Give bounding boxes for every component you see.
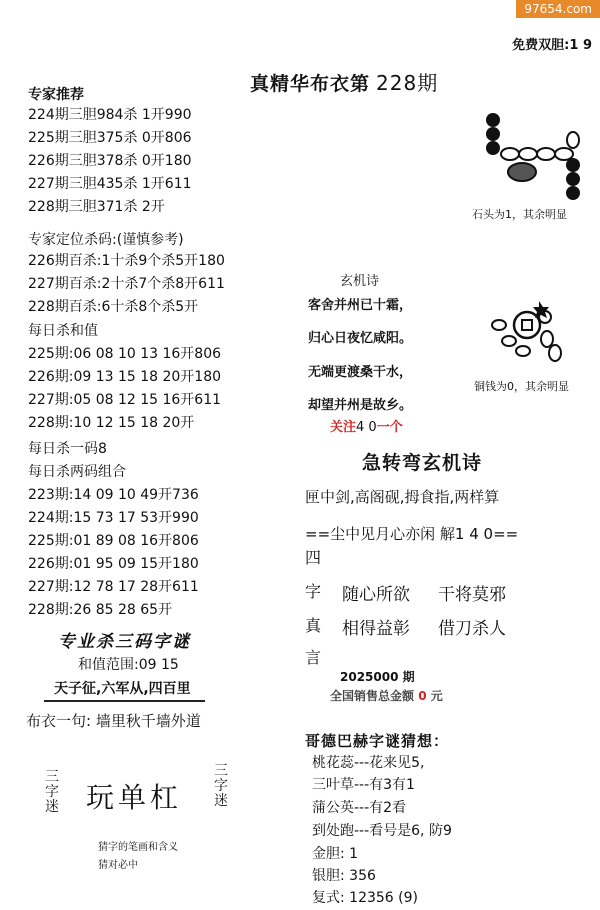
poem-line: 归心日夜忆咸阳。: [308, 331, 413, 346]
sum-kill-list: [28, 343, 221, 435]
sales-issue: 2025000 期: [340, 670, 415, 684]
idiom: 干将莫邪: [438, 585, 506, 605]
page-title: [250, 67, 438, 96]
follow-code: 4 0: [356, 420, 377, 435]
goldbach-line: 桃花蕊---花来见5,: [312, 755, 425, 771]
list-item: 227期:12 78 17 28开611: [28, 579, 199, 595]
list-item: 226期百杀:1十杀9个杀5开180: [28, 253, 225, 269]
list-item: 225期三胆375杀 0开806: [28, 130, 192, 146]
coin-figure: [487, 293, 577, 373]
list-item: 228期:10 12 15 18 20开: [28, 415, 195, 431]
list-item: 228期:26 85 28 65开: [28, 602, 173, 618]
four-char-4: 言: [305, 648, 322, 667]
list-item: 226期:01 95 09 15开180: [28, 556, 199, 572]
ji-line-2: ==尘中见月心亦闲 解1 4 0==: [305, 525, 519, 543]
four-char-3: 真: [305, 616, 322, 635]
position-kill-list: [28, 250, 225, 319]
stone-beads: [486, 113, 580, 200]
coin-hole: [522, 320, 532, 330]
tianzi-line: 天子征,六军从,四百里: [44, 678, 205, 702]
list-item: 228期三胆371杀 2开: [28, 199, 165, 215]
riddle-answer: 玩单杠: [86, 781, 183, 814]
free-pair: 免费双胆:1 9: [512, 38, 592, 53]
position-kill-heading: 专家定位杀码:(谨慎参考): [28, 232, 184, 248]
goldbach-line: 复式: 12356 (9): [312, 890, 418, 906]
sales-amount: 0: [418, 689, 427, 703]
list-item: 224期三胆984杀 1开990: [28, 107, 192, 123]
riddle-hint-1: 猜字的笔画和含义: [98, 842, 178, 853]
ji-title: 急转弯玄机诗: [362, 452, 483, 474]
coin-rings: [492, 311, 561, 361]
follow-prefix: 关注: [330, 420, 357, 435]
list-item: 225期:06 08 10 13 16开806: [28, 346, 222, 362]
stone-caption: 石头为1，其余明显: [472, 208, 567, 221]
list-item: 226期:09 13 15 18 20开180: [28, 369, 222, 385]
stone-rings: [501, 132, 579, 160]
goldbach-line: 三叶草---有3有1: [312, 777, 415, 793]
goldbach-line: 蒲公英---有2看: [312, 800, 407, 816]
title-issue: 228期: [376, 71, 439, 95]
list-item: 224期:15 73 17 53开990: [28, 510, 199, 526]
sales-unit: 元: [430, 689, 443, 703]
goldbach-line: 金胆: 1: [312, 846, 359, 862]
buyi-line: 布衣一句: 墙里秋千墙外道: [26, 712, 201, 730]
sales-label: 全国销售总金额: [330, 689, 415, 703]
poem-line: 却望并州是故乡。: [308, 398, 413, 413]
stone-icon: [508, 163, 536, 181]
ji-line-1: 匣中剑,高阁砚,拇食指,两样算: [305, 488, 500, 506]
two-code-heading: 每日杀两码组合: [28, 464, 126, 480]
one-code: 每日杀一码8: [28, 441, 107, 457]
sum-range: 和值范围:09 15: [78, 657, 179, 673]
left-vertical-label: 三字迷: [45, 769, 59, 815]
stone-figure: [480, 110, 590, 210]
riddle-title: 专业杀三码字谜: [58, 632, 191, 652]
right-vertical-label: 三字迷: [214, 763, 228, 809]
list-item: 227期三胆435杀 1开611: [28, 176, 192, 192]
four-char-2: 字: [305, 582, 322, 601]
sum-kill-heading: 每日杀和值: [28, 323, 98, 339]
expert-list: [28, 104, 192, 219]
list-item: 227期百杀:2十杀7个杀8开611: [28, 276, 225, 292]
list-item: 225期:01 89 08 16开806: [28, 533, 199, 549]
idiom: 相得益彰: [342, 619, 410, 639]
list-item: 228期百杀:6十杀8个杀5开: [28, 299, 199, 315]
sales-line: [330, 687, 443, 704]
goldbach-title: 哥德巴赫字谜猜想：: [305, 732, 450, 750]
list-item: 227期:05 08 12 15 16开611: [28, 392, 222, 408]
list-item: 223期:14 09 10 49开736: [28, 487, 199, 503]
watermark-label: 97654.com: [516, 0, 600, 18]
goldbach-line: 银胆: 356: [312, 868, 376, 884]
title-main: 真精华布衣第: [250, 73, 371, 95]
idiom: 借刀杀人: [438, 619, 506, 639]
expert-heading: 专家推荐: [28, 87, 84, 103]
follow-line: [330, 416, 403, 435]
follow-suffix: 一个: [376, 420, 403, 435]
poem-heading: 玄机诗: [340, 274, 380, 289]
coin-caption: 铜钱为0，其余明显: [474, 380, 569, 393]
poem-line: 客舍并州已十霜，: [308, 298, 413, 313]
riddle-hint-2: 猜对必中: [98, 860, 138, 871]
list-item: 226期三胆378杀 0开180: [28, 153, 192, 169]
goldbach-line: 到处跑---看号是6, 防9: [312, 823, 452, 839]
two-code-list: [28, 484, 199, 622]
idiom: 随心所欲: [342, 585, 410, 605]
poem-line: 无端更渡桑干水，: [308, 365, 413, 380]
four-char-1: 四: [305, 548, 322, 567]
